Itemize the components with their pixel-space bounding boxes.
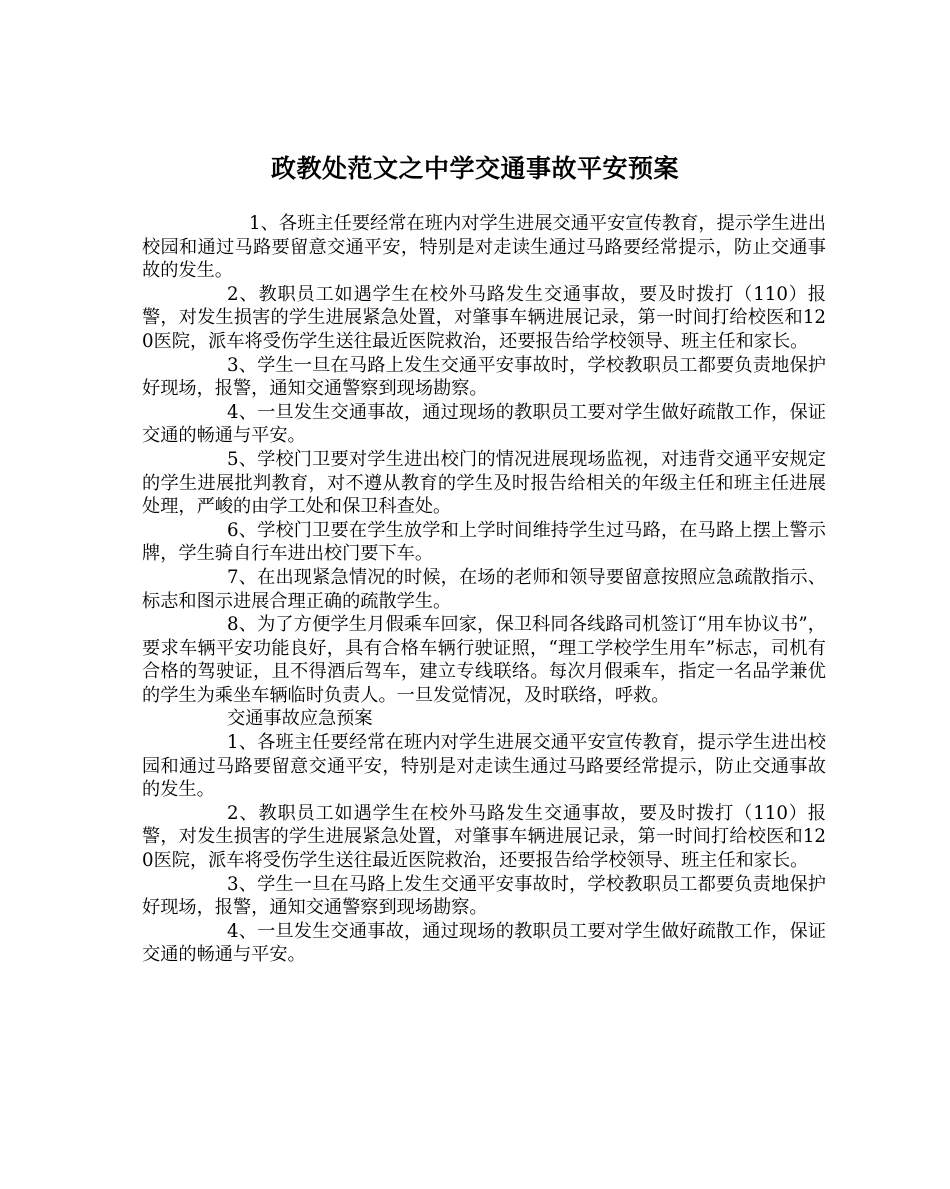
paragraph-item-10: 2、教职员工如遇学生在校外马路发生交通事故，要及时拨打（110）报警，对发生损害的学生进展紧急处置，对肇事车辆进展记录，第一时间打给校医和120医院，派车将受伤学生送往最近医院救治，还要报告给学校领导、班主任和家长。 [142,802,826,872]
paragraph-item-3: 3、学生一旦在马路上发生交通平安事故时，学校教职员工都要负责地保护好现场，报警，通知交通警察到现场勘察。 [142,354,826,400]
paragraph-item-4: 4、一旦发生交通事故，通过现场的教职员工要对学生做好疏散工作，保证交通的畅通与平安。 [142,401,826,447]
section-heading: 交通事故应急预案 [227,708,373,730]
paragraph-item-7: 7、在出现紧急情况的时候，在场的老师和领导要留意按照应急疏散指示、标志和图示进展合理正确的疏散学生。 [142,566,826,612]
paragraph-item-11: 3、学生一旦在马路上发生交通平安事故时，学校教职员工都要负责地保护好现场，报警，通知交通警察到现场勘察。 [142,873,826,919]
document-title: 政教处范文之中学交通事故平安预案 [270,153,679,183]
paragraph-item-9: 1、各班主任要经常在班内对学生进展交通平安宣传教育，提示学生进出校园和通过马路要留意交通平安，特别是对走读生通过马路要经常提示，防止交通事故的发生。 [142,732,826,801]
document-body [142,212,826,967]
paragraph-item-5: 5、学校门卫要对学生进出校门的情况进展现场监视，对违背交通平安规定的学生进展批判教育，对不遵从教育的学生及时报告给相关的年级主任和班主任进展处理，严峻的由学工处和保卫科查处。 [142,448,826,518]
paragraph-item-8: 8、为了方便学生月假乘车回家，保卫科同各线路司机签订“用车协议书”，要求车辆平安功能良好，具有合格车辆行驶证照，“理工学校学生用车”标志，司机有合格的驾驶证，且不得酒后驾车，建立专线联络。每次月假乘车，指定一名品学兼优的学生为乘坐车辆临时负责人。一旦发觉情况，及时联络，呼救。 [142,614,826,706]
paragraph-item-6: 6、学校门卫要在学生放学和上学时间维持学生过马路，在马路上摆上警示牌，学生骑自行车进出校门要下车。 [142,519,826,565]
paragraph-item-1: 1、各班主任要经常在班内对学生进展交通平安宣传教育，提示学生进出校园和通过马路要留意交通平安，特别是对走读生通过马路要经常提示，防止交通事故的发生。 [142,213,826,282]
paragraph-item-12: 4、一旦发生交通事故，通过现场的教职员工要对学生做好疏散工作，保证交通的畅通与平安。 [142,920,826,966]
paragraph-item-2: 2、教职员工如遇学生在校外马路发生交通事故，要及时拨打（110）报警，对发生损害的学生进展紧急处置，对肇事车辆进展记录，第一时间打给校医和120医院，派车将受伤学生送往最近医院救治，还要报告给学校领导、班主任和家长。 [142,283,826,352]
